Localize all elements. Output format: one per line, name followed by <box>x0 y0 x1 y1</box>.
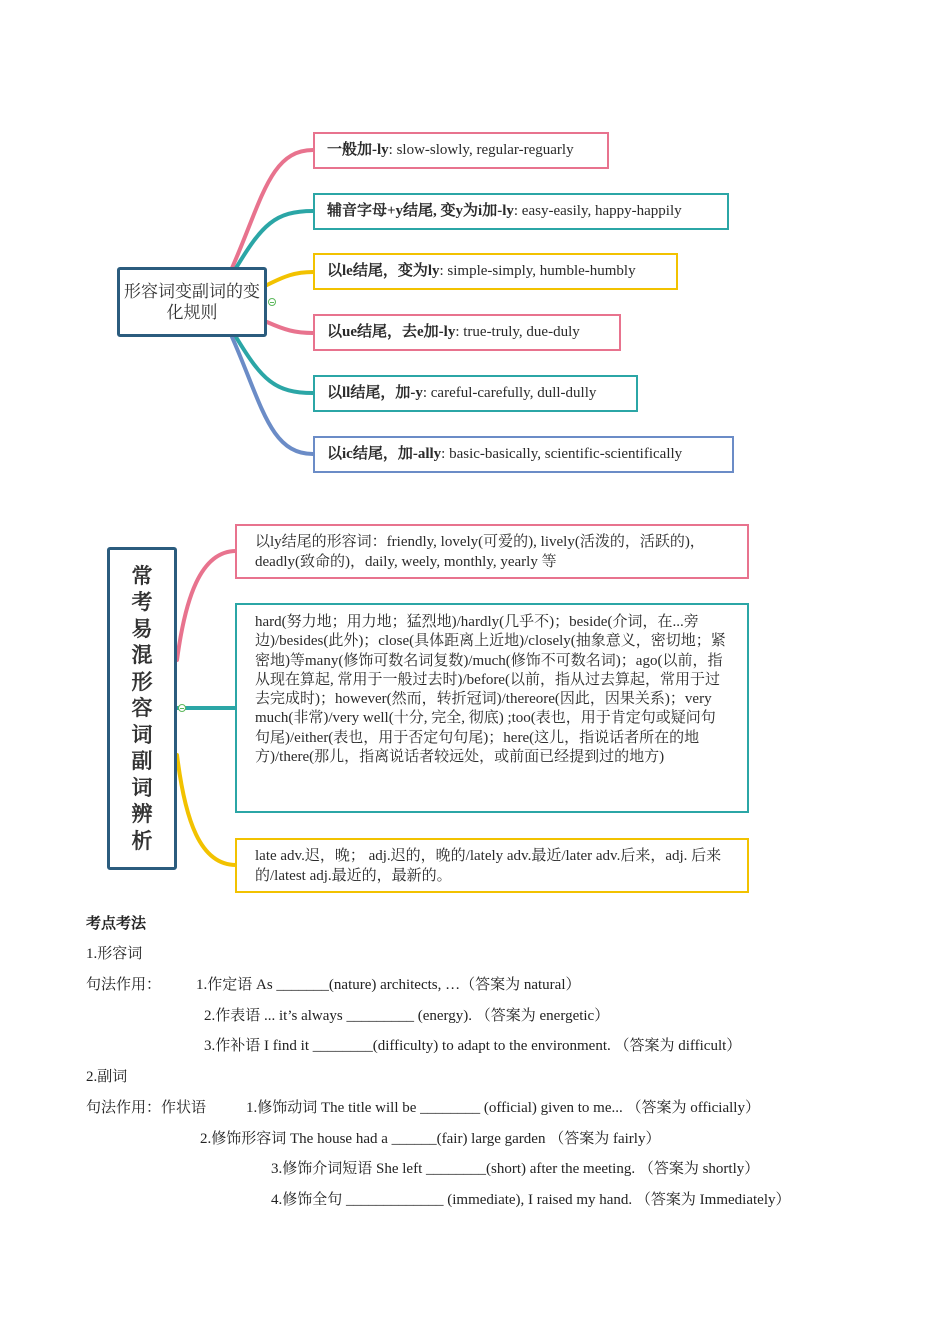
collapse-icon[interactable] <box>178 704 186 712</box>
notes-heading: 考点考法 <box>86 916 147 932</box>
mindmap2-root: 常考易混形容词副词辨析 <box>107 547 177 870</box>
confusable-box-1: 以ly结尾的形容词：friendly, lovely(可爱的), lively(活泼的，活跃的)，deadly(致命的)，daily, weely, monthly, yearly 等 <box>235 524 749 579</box>
connector-3 <box>267 272 313 285</box>
section1-item: 3.作补语 I find it ________(difficulty) to adapt to the environment. （答案为 difficult） <box>204 1038 742 1054</box>
rule-box-3: 以le结尾，变为ly : simple-simply, humble-humbly <box>313 253 678 290</box>
section2-item: 3.修饰介词短语 She left ________(short) after the meeting. （答案为 shortly） <box>271 1161 760 1177</box>
section1-label: 句法作用： <box>86 977 162 993</box>
connector-4 <box>267 322 313 333</box>
section1-item: 2.作表语 ... it’s always _________ (energy). （答案为 energetic） <box>204 1008 610 1024</box>
rule-box-4: 以ue结尾，去e加-ly : true-truly, due-duly <box>313 314 621 351</box>
connector-7 <box>177 551 236 660</box>
section2-label: 句法作用：作状语 <box>86 1100 207 1116</box>
confusable-box-2: hard(努力地；用力地；猛烈地)/hardly(几乎不)；beside(介词，在...旁边)/besides(此外)；close(具体距离上近地)/closely(抽象意义，密切地；紧密地)等many(修饰可数名词复数)/much(修饰不可数名词)；ago(以前，指从现在算起, 常用于一般过去时)/before(以前，指从过去算起，常用于过去完成时)；however(然而，转折冠词)/thereore(因此，因果关系)；very much(非常)/very well(十分, 完全, 彻底) ;too(表也，用于肯定句或疑问句句尾)/either(表也，用于否定句句尾)；here(这儿，指说话者所在的地方)/there(那儿，指离说话者较远处，或前面已经提到过的地方) <box>235 603 749 813</box>
rule-box-5: 以ll结尾，加-y : careful-carefully, dull-dully <box>313 375 638 412</box>
rule-box-1: 一般加-ly : slow-slowly, regular-reguarly <box>313 132 609 169</box>
connector-9 <box>177 755 236 865</box>
rule-box-2: 辅音字母+y结尾, 变y为i加-ly : easy-easily, happy-happily <box>313 193 729 230</box>
section2-item: 1.修饰动词 The title will be ________ (official) given to me... （答案为 officially） <box>246 1100 760 1116</box>
connector-5 <box>236 337 313 393</box>
section1-title: 1.形容词 <box>86 946 143 962</box>
section1-item: 1.作定语 As _______(nature) architects, …（答案为 natural） <box>196 977 581 993</box>
section2-item: 4.修饰全句 _____________ (immediate), I raised my hand. （答案为 Immediately） <box>271 1192 791 1208</box>
rule-box-6: 以ic结尾，加-ally : basic-basically, scientific-scientifically <box>313 436 734 473</box>
connector-2 <box>236 211 313 268</box>
mindmap1-root: 形容词变副词的变化规则 <box>117 267 267 337</box>
confusable-box-3: late adv.迟，晚； adj.迟的，晚的/lately adv.最近/later adv.后来，adj. 后来的/latest adj.最近的，最新的。 <box>235 838 749 893</box>
connector-6 <box>232 337 313 454</box>
collapse-icon[interactable] <box>268 298 276 306</box>
section2-item: 2.修饰形容词 The house had a ______(fair) large garden （答案为 fairly） <box>200 1131 661 1147</box>
section2-title: 2.副词 <box>86 1069 128 1085</box>
connector-1 <box>232 150 313 268</box>
